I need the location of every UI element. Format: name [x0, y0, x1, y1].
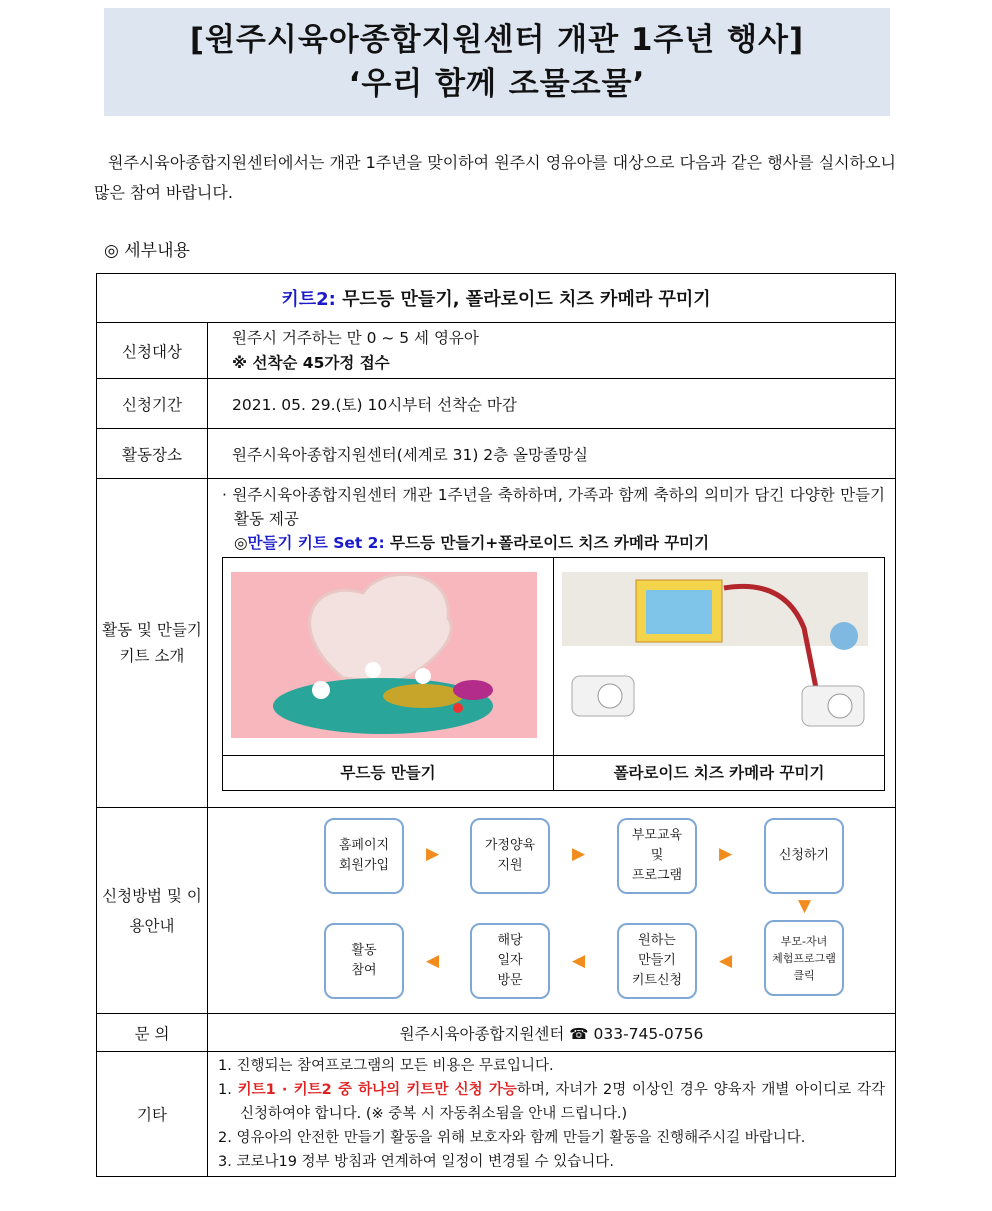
period-label: 신청기간: [97, 379, 208, 429]
step-choose-kit: 원하는 만들기 키트신청: [617, 923, 697, 999]
title-line1: [원주시육아종합지원센터 개관 1주년 행사]: [189, 22, 805, 58]
etc-item-highlight: 키트1 · 키트2 중 하나의 키트만 신청 가능: [237, 1082, 517, 1098]
title-line2: ‘우리 함께 조물조물’: [348, 66, 646, 102]
camera-image: [554, 558, 885, 756]
caption-camera: 폴라로이드 치즈 카메라 꾸미기: [554, 756, 885, 791]
arrow-right-icon: ▶: [426, 844, 440, 864]
etc-item-text: 하며, 자녀가 2명 이상인 경우 양육자 개별 아이디로 각각 신청하여야 합니다. (※ 중복 시 자동취소됨을 안내 드립니다.): [240, 1082, 885, 1122]
target-label: 신청대상: [97, 323, 208, 379]
step-visit: 해당 일자 방문: [470, 923, 550, 999]
arrow-down-icon: ▼: [798, 896, 812, 916]
target-cell: [208, 323, 896, 379]
kit-set-prefix: ◎: [234, 534, 248, 552]
place-value: 원주시육아종합지원센터(세계로 31) 2층 올망졸망실: [208, 429, 896, 479]
kit-title: 무드등 만들기, 폴라로이드 치즈 카메라 꾸미기: [335, 289, 711, 310]
apply-flow: [208, 808, 895, 1013]
etc-item: [218, 1078, 885, 1126]
apply-label: 신청방법 및 이용안내: [97, 808, 208, 1014]
title-banner: [104, 8, 890, 116]
camera-illustration: [554, 558, 884, 748]
etc-item: 3. 코로나19 정부 방침과 연계하여 일정이 변경될 수 있습니다.: [218, 1154, 614, 1170]
section-heading: ◎ 세부내용: [104, 241, 190, 261]
activity-cell: [208, 479, 896, 808]
step-parent-edu: 부모교육 및 프로그램: [617, 818, 697, 894]
activity-label: 활동 및 만들기키트 소개: [97, 479, 208, 808]
mood-lamp-illustration: [223, 558, 553, 748]
kit-set-value: 무드등 만들기+폴라로이드 치즈 카메라 꾸미기: [384, 534, 710, 552]
contact-label: 문 의: [97, 1014, 208, 1052]
step-join-homepage: 홈페이지 회원가입: [324, 818, 404, 894]
kit-images-table: [222, 557, 885, 791]
step-home-care: 가정양육 지원: [470, 818, 550, 894]
arrow-left-icon: ◀: [572, 951, 586, 971]
caption-mood-lamp: 무드등 만들기: [223, 756, 554, 791]
step-participate: 활동 참여: [324, 923, 404, 999]
kit-label: 키트2:: [281, 289, 336, 310]
arrow-right-icon: ▶: [572, 844, 586, 864]
etc-label: 기타: [97, 1052, 208, 1177]
target-value: 원주시 거주하는 만 0 ~ 5 세 영유아: [232, 328, 479, 347]
step-apply: 신청하기: [764, 818, 844, 894]
kit-set-line: [222, 531, 885, 555]
target-note: ※ 선착순 45가정 접수: [232, 353, 390, 372]
arrow-left-icon: ◀: [719, 951, 733, 971]
kit-set-label: 만들기 키트 Set 2:: [247, 534, 385, 552]
apply-cell: [208, 808, 896, 1014]
arrow-left-icon: ◀: [426, 951, 440, 971]
period-value: 2021. 05. 29.(토) 10시부터 선착순 마감: [208, 379, 896, 429]
etc-item-number: 1.: [218, 1082, 238, 1098]
mood-lamp-image: [223, 558, 554, 756]
activity-description: · 원주시육아종합지원센터 개관 1주년을 축하하며, 가족과 함께 축하의 의미가 담긴 다양한 만들기 활동 제공: [222, 486, 885, 528]
step-experience-click: 부모-자녀 체험프로그램 클릭: [764, 920, 844, 996]
etc-list: [208, 1052, 896, 1177]
etc-item: 2. 영유아의 안전한 만들기 활동을 위해 보호자와 함께 만들기 활동을 진행해주시길 바랍니다.: [218, 1130, 806, 1146]
contact-value: 원주시육아종합지원센터 ☎ 033-745-0756: [208, 1014, 896, 1052]
intro-paragraph: 원주시육아종합지원센터에서는 개관 1주년을 맞이하여 원주시 영유아를 대상으로 다음과 같은 행사를 실시하오니 많은 참여 바랍니다.: [94, 153, 896, 202]
place-label: 활동장소: [97, 429, 208, 479]
kit-header: [97, 274, 896, 323]
etc-item: 1. 진행되는 참여프로그램의 모든 비용은 무료입니다.: [218, 1058, 554, 1074]
arrow-right-icon: ▶: [719, 844, 733, 864]
details-table: [96, 273, 896, 1177]
